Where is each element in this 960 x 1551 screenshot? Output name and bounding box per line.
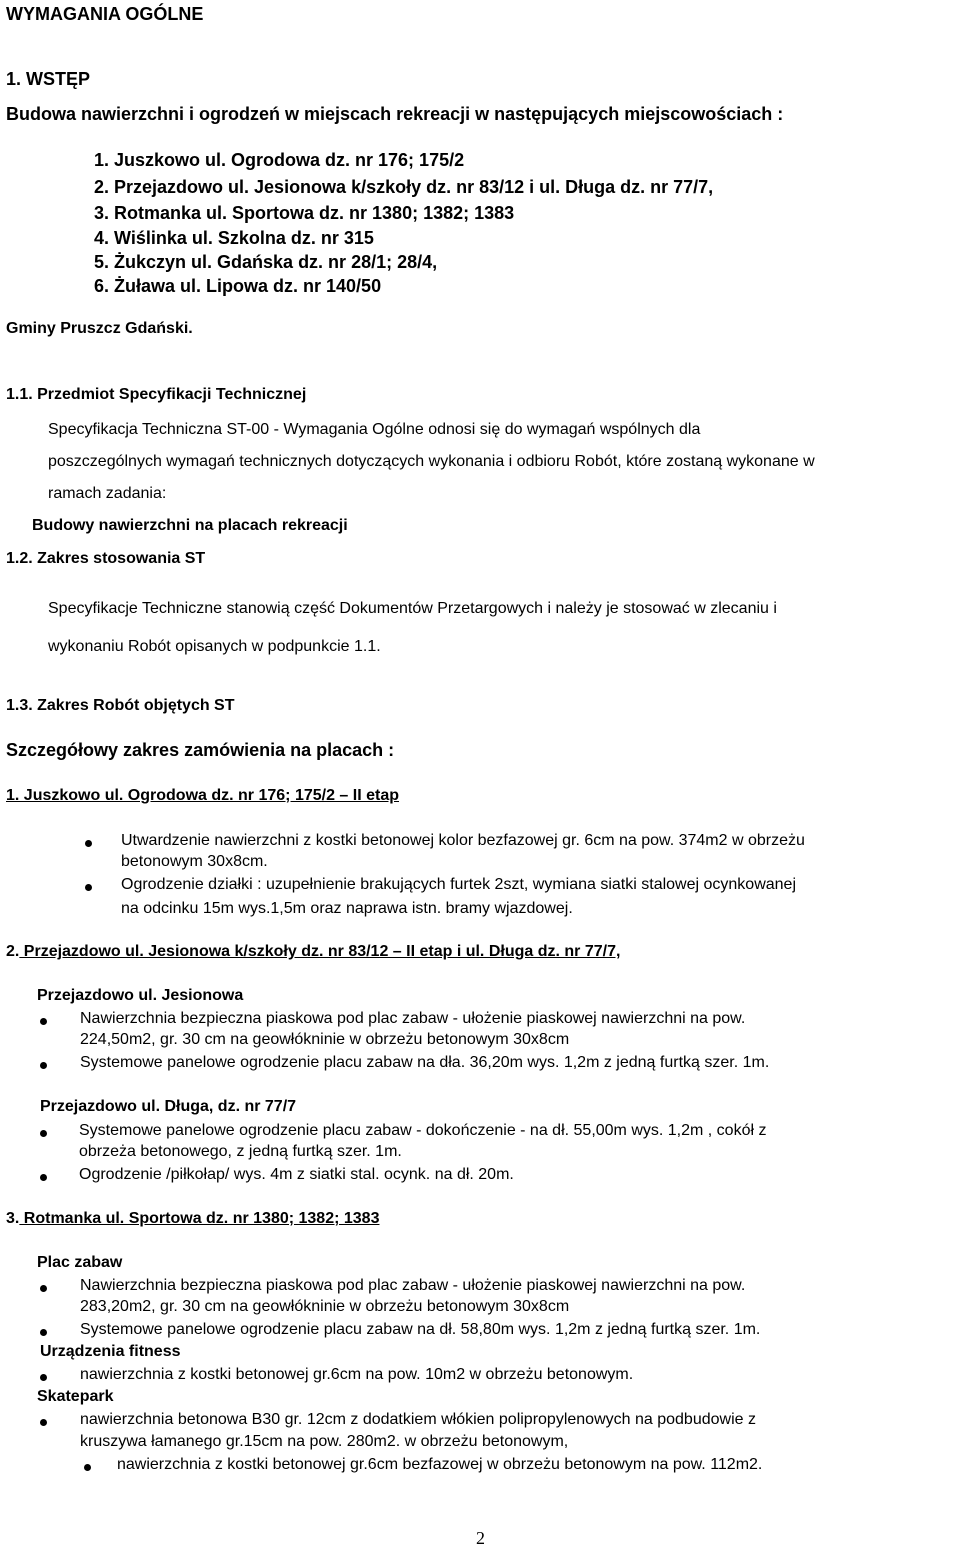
list-item: 1. Juszkowo ul. Ogrodowa dz. nr 176; 175/2 [94,150,465,170]
list-item-line: Nawierzchnia bezpieczna piaskowa pod plac zabaw - ułożenie piaskowej nawierzchni na pow. [80,1277,746,1294]
list-item: 6. Żuława ul. Lipowa dz. nr 140/50 [94,276,382,296]
site-title-przejazdowo [6,943,620,961]
list-item-line: Ogrodzenie działki : uzupełnienie brakujących furtek 2szt, wymiana siatki stalowej ocynkowanej [121,876,796,893]
section-title-1-2: 1.2. Zakres stosowania ST [6,550,206,567]
list-item-line: Systemowe panelowe ogrodzenie placu zabaw na dł. 58,80m wys. 1,2m z jedną furtką szer. 1m. [80,1321,761,1338]
site-title-text: Przejazdowo ul. Jesionowa k/szkoły dz. nr 83/12 – II etap i ul. Długa dz. nr 77/7, [19,943,621,960]
list-item-line: Systemowe panelowe ogrodzenie placu zabaw - dokończenie - na dł. 55,00m wys. 1,2m , cokół z [79,1122,767,1139]
list-item-line: Utwardzenie nawierzchni z kostki betonowej kolor bezfazowej gr. 6cm na pow. 374m2 w obrzeżu [121,832,805,849]
paragraph-line: Specyfikacje Techniczne stanowią część Dokumentów Przetargowych i należy je stosować w zlecaniu i [48,600,777,617]
site-number: 3. [6,1210,20,1227]
list-item-line: nawierzchnia z kostki betonowej gr.6cm na pow. 10m2 w obrzeżu betonowym. [80,1366,634,1383]
site-title-juszkowo: 1. Juszkowo ul. Ogrodowa dz. nr 176; 175/2 – II etap [6,787,399,804]
bullet-icon [40,1018,47,1025]
bullet-icon [40,1329,47,1336]
list-item: 5. Żukczyn ul. Gdańska dz. nr 28/1; 28/4, [94,252,438,272]
list-item-line: obrzeża betonowego, z jedną furtką szer. 1m. [79,1143,402,1160]
paragraph-line: wykonaniu Robót opisanych w podpunkcie 1.1. [48,638,381,655]
list-item-line: Systemowe panelowe ogrodzenie placu zabaw na dła. 36,20m wys. 1,2m z jedną furtką szer. 1m. [80,1054,770,1071]
bullet-icon [85,840,92,847]
list-item-line: 224,50m2, gr. 30 cm na geowłókninie w obrzeżu betonowym 30x8cm [80,1031,570,1048]
bullet-icon [85,884,92,891]
subsection-title: Przejazdowo ul. Długa, dz. nr 77/7 [40,1098,297,1115]
section-title-1-1: 1.1. Przedmiot Specyfikacji Technicznej [6,386,307,403]
list-item-line: kruszywa łamanego gr.15cm na pow. 280m2. w obrzeżu betonowym, [80,1433,569,1450]
subsection-title: Urządzenia fitness [40,1343,181,1360]
bullet-icon [40,1285,47,1292]
task-name: Budowy nawierzchni na placach rekreacji [32,517,348,534]
subsection-title: Plac zabaw [37,1254,123,1271]
section-title-intro: 1. WSTĘP [6,69,91,89]
page-number: 2 [476,1528,485,1548]
subsection-title: Przejazdowo ul. Jesionowa [37,987,244,1004]
subsection-title: Skatepark [37,1388,114,1405]
list-item-line: na odcinku 15m wys.1,5m oraz naprawa istn. bramy wjazdowej. [121,900,573,917]
list-item-line: Ogrodzenie /piłkołap/ wys. 4m z siatki stal. ocynk. na dł. 20m. [79,1166,514,1183]
site-title-rotmanka [6,1210,379,1228]
intro-subtitle: Budowa nawierzchni i ogrodzeń w miejscach rekreacji w następujących miejscowościach : [6,104,784,124]
document-heading: WYMAGANIA OGÓLNE [6,4,204,24]
bullet-icon [84,1464,91,1471]
site-title-text: Rotmanka ul. Sportowa dz. nr 1380; 1382; 1383 [19,1210,380,1227]
paragraph-line: poszczególnych wymagań technicznych dotyczących wykonania i odbioru Robót, które zostaną wykonane w [48,453,815,470]
bullet-icon [40,1374,47,1381]
list-item: 2. Przejazdowo ul. Jesionowa k/szkoły dz. nr 83/12 i ul. Długa dz. nr 77/7, [94,177,714,197]
list-item-line: nawierzchnia betonowa B30 gr. 12cm z dodatkiem włókien polipropylenowych na podbudowie z [80,1411,756,1428]
list-item: 4. Wiślinka ul. Szkolna dz. nr 315 [94,228,374,248]
list-item-line: nawierzchnia z kostki betonowej gr.6cm bezfazowej w obrzeżu betonowym na pow. 112m2. [117,1456,763,1473]
list-item-line: 283,20m2, gr. 30 cm na geowłókninie w obrzeżu betonowym 30x8cm [80,1298,570,1315]
list-item-line: betonowym 30x8cm. [121,853,268,870]
list-item-line: Nawierzchnia bezpieczna piaskowa pod plac zabaw - ułożenie piaskowej nawierzchni na pow. [80,1010,746,1027]
site-number: 2. [6,943,20,960]
scope-heading: Szczegółowy zakres zamówienia na placach : [6,740,395,760]
bullet-icon [40,1130,47,1137]
bullet-icon [40,1419,47,1426]
bullet-icon [40,1062,47,1069]
bullet-icon [40,1174,47,1181]
list-item: 3. Rotmanka ul. Sportowa dz. nr 1380; 1382; 1383 [94,203,515,223]
municipality: Gminy Pruszcz Gdański. [6,320,193,337]
paragraph-line: ramach zadania: [48,485,167,502]
section-title-1-3: 1.3. Zakres Robót objętych ST [6,697,235,714]
paragraph-line: Specyfikacja Techniczna ST-00 - Wymagania Ogólne odnosi się do wymagań wspólnych dla [48,421,701,438]
